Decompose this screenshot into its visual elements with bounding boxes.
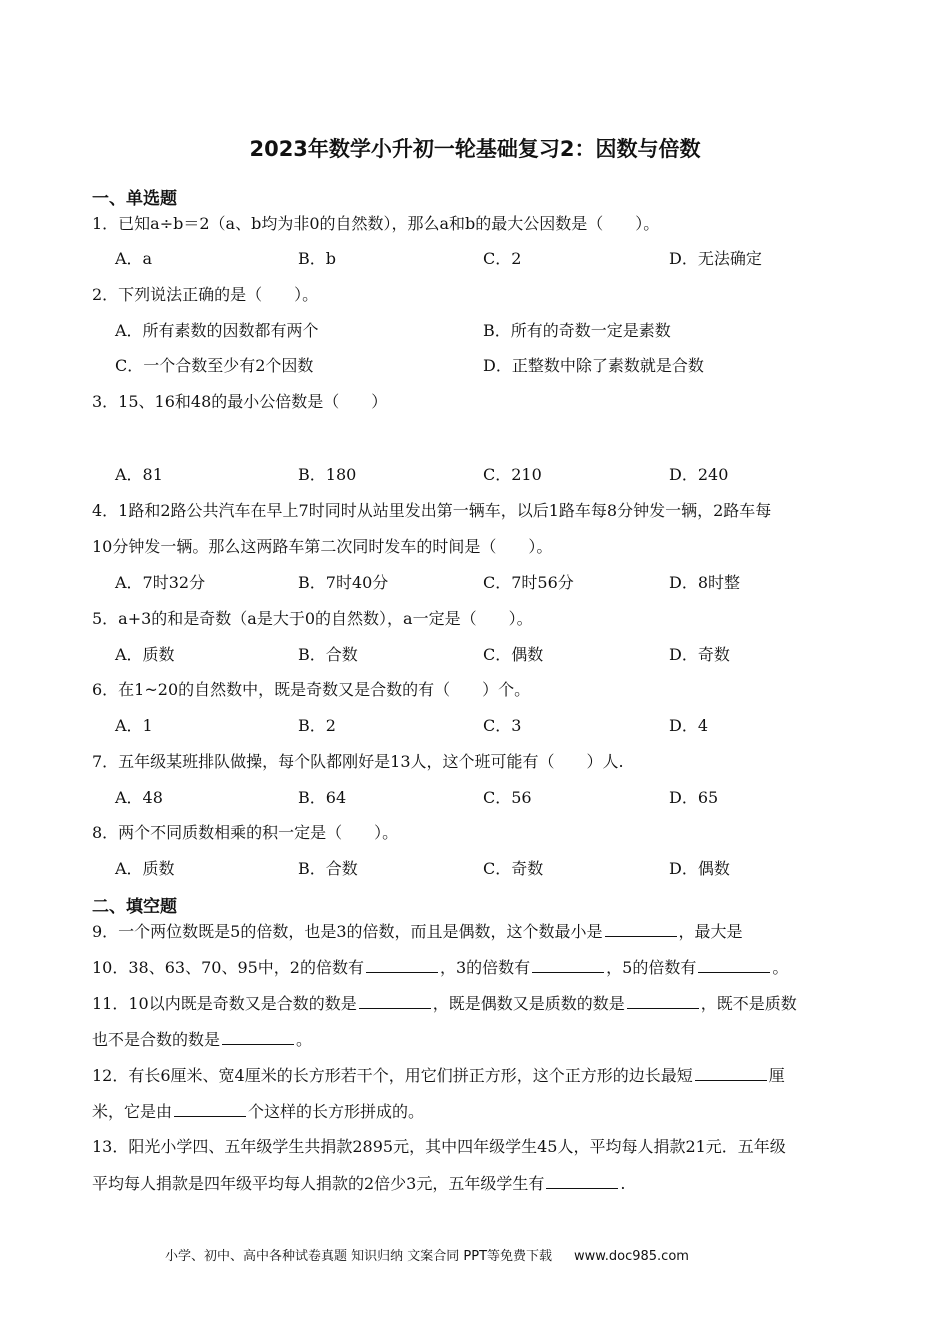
q10-text-c: ，5的倍数有 bbox=[606, 958, 697, 977]
q6-option-a: A．1 bbox=[115, 716, 153, 735]
q11-text-d: 也不是合数的数是 bbox=[92, 1030, 221, 1049]
q10-blank-3[interactable] bbox=[698, 956, 770, 973]
question-10 bbox=[92, 956, 788, 979]
q8-option-b: B．合数 bbox=[298, 859, 358, 878]
question-4-line-1: 4．1路和2路公共汽车在早上7时同时从站里发出第一辆车，以后1路车每8分钟发一辆，2路车每 bbox=[92, 501, 772, 520]
q3-option-d: D．240 bbox=[669, 465, 729, 484]
q10-blank-2[interactable] bbox=[532, 956, 604, 973]
question-12-line-2 bbox=[92, 1100, 424, 1123]
q2-option-d: D．正整数中除了素数就是合数 bbox=[483, 356, 704, 375]
footer-text: 小学、初中、高中各种试卷真题 知识归纳 文案合同 PPT等免费下载 bbox=[165, 1249, 553, 1264]
q1-option-b: B．b bbox=[298, 249, 337, 268]
q10-text-d: 。 bbox=[772, 958, 789, 977]
q11-text-b: ，既是偶数又是质数的数是 bbox=[432, 994, 625, 1013]
question-13-line-1: 13．阳光小学四、五年级学生共捐款2895元，其中四年级学生45人，平均每人捐款21元．五年级 bbox=[92, 1137, 786, 1156]
question-9 bbox=[92, 920, 743, 943]
q11-text-a: 11．10以内既是奇数又是合数的数是 bbox=[92, 994, 357, 1013]
q3-option-a: A．81 bbox=[115, 465, 163, 484]
question-3: 3．15、16和48的最小公倍数是（ ） bbox=[92, 392, 388, 411]
q5-option-d: D．奇数 bbox=[669, 645, 730, 664]
q10-text-a: 10．38、63、70、95中，2的倍数有 bbox=[92, 958, 364, 977]
q12-text-b: 厘 bbox=[768, 1066, 785, 1085]
q9-text-a: 9．一个两位数既是5的倍数，也是3的倍数，而且是偶数，这个数最小是 bbox=[92, 922, 603, 941]
question-13-line-2 bbox=[92, 1172, 625, 1195]
page-title: 2023年数学小升初一轮基础复习2：因数与倍数 bbox=[249, 137, 701, 161]
q3-option-b: B．180 bbox=[298, 465, 357, 484]
q9-blank-1[interactable] bbox=[605, 920, 677, 937]
q5-option-c: C．偶数 bbox=[483, 645, 544, 664]
q13-text-c: . bbox=[620, 1174, 626, 1193]
q8-option-c: C．奇数 bbox=[483, 859, 544, 878]
footer-site-link[interactable]: www.doc985.com bbox=[574, 1249, 689, 1264]
q12-blank-2[interactable] bbox=[174, 1100, 246, 1117]
q4-option-a: A．7时32分 bbox=[115, 573, 206, 592]
q7-option-c: C．56 bbox=[483, 788, 532, 807]
q7-option-b: B．64 bbox=[298, 788, 347, 807]
q7-option-d: D．65 bbox=[669, 788, 719, 807]
q12-blank-1[interactable] bbox=[695, 1064, 767, 1081]
question-11-line-1 bbox=[92, 992, 797, 1015]
q9-text-b: ，最大是 bbox=[678, 922, 743, 941]
q4-option-b: B．7时40分 bbox=[298, 573, 389, 592]
question-7: 7．五年级某班排队做操，每个队都刚好是13人，这个班可能有（ ）人. bbox=[92, 752, 624, 771]
q11-text-c: ，既不是质数 bbox=[700, 994, 797, 1013]
q10-text-b: ，3的倍数有 bbox=[439, 958, 531, 977]
question-6: 6．在1~20的自然数中，既是奇数又是合数的有（ ）个。 bbox=[92, 680, 531, 699]
q13-text-b: 平均每人捐款是四年级平均每人捐款的2倍少3元，五年级学生有 bbox=[92, 1174, 545, 1193]
q2-option-c: C．一个合数至少有2个因数 bbox=[115, 356, 314, 375]
question-2: 2．下列说法正确的是（ ）。 bbox=[92, 285, 319, 304]
q5-option-b: B．合数 bbox=[298, 645, 358, 664]
q8-option-a: A．质数 bbox=[115, 859, 175, 878]
q13-blank-1[interactable] bbox=[546, 1172, 618, 1189]
q2-option-b: B．所有的奇数一定是素数 bbox=[483, 321, 671, 340]
question-5: 5．a+3的和是奇数（a是大于0的自然数），a一定是（ ）。 bbox=[92, 609, 533, 628]
section-heading-single-choice: 一、单选题 bbox=[92, 189, 177, 209]
page-footer bbox=[165, 1246, 689, 1268]
q1-option-c: C．2 bbox=[483, 249, 522, 268]
q4-option-d: D．8时整 bbox=[669, 573, 741, 592]
question-1: 1．已知a÷b＝2（a、b均为非0的自然数），那么a和b的最大公因数是（ ）。 bbox=[92, 214, 660, 233]
q8-option-d: D．偶数 bbox=[669, 859, 730, 878]
q12-text-a: 12．有长6厘米、宽4厘米的长方形若干个，用它们拼正方形，这个正方形的边长最短 bbox=[92, 1066, 693, 1085]
q2-option-a: A．所有素数的因数都有两个 bbox=[115, 321, 319, 340]
q10-blank-1[interactable] bbox=[366, 956, 438, 973]
q4-option-c: C．7时56分 bbox=[483, 573, 574, 592]
question-4-line-2: 10分钟发一辆。那么这两路车第二次同时发车的时间是（ ）。 bbox=[92, 537, 553, 556]
q1-option-d: D．无法确定 bbox=[669, 249, 762, 268]
q12-text-d: 个这样的长方形拼成的。 bbox=[248, 1102, 425, 1121]
q6-option-c: C．3 bbox=[483, 716, 522, 735]
question-12-line-1 bbox=[92, 1064, 785, 1087]
q3-option-c: C．210 bbox=[483, 465, 542, 484]
q12-text-c: 米，它是由 bbox=[92, 1102, 173, 1121]
q11-blank-1[interactable] bbox=[359, 992, 431, 1009]
section-heading-fill-in: 二、填空题 bbox=[92, 897, 177, 917]
q6-option-b: B．2 bbox=[298, 716, 336, 735]
question-11-line-2 bbox=[92, 1028, 312, 1051]
question-8: 8．两个不同质数相乘的积一定是（ ）。 bbox=[92, 823, 399, 842]
q11-blank-2[interactable] bbox=[627, 992, 699, 1009]
q7-option-a: A．48 bbox=[115, 788, 163, 807]
q5-option-a: A．质数 bbox=[115, 645, 175, 664]
q11-blank-3[interactable] bbox=[222, 1028, 294, 1045]
q1-option-a: A．a bbox=[115, 249, 153, 268]
q6-option-d: D．4 bbox=[669, 716, 709, 735]
q11-text-e: 。 bbox=[296, 1030, 313, 1049]
